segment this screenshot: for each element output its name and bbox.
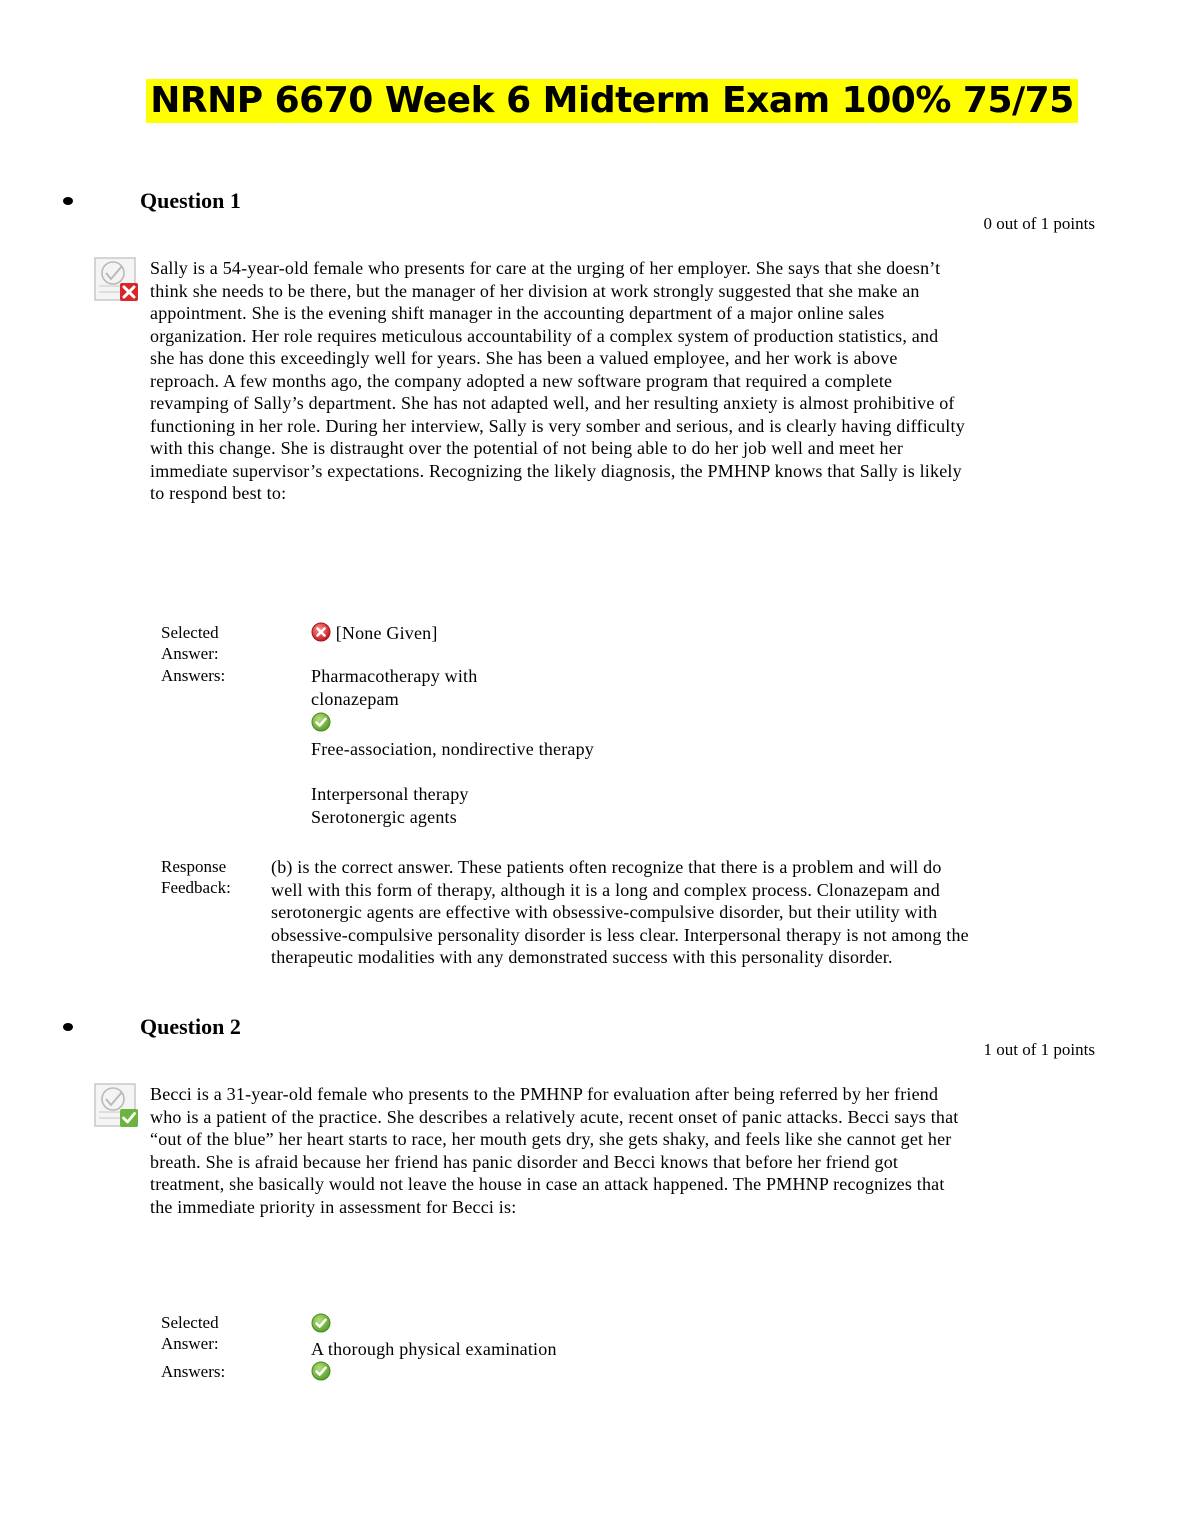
q1-answer-option-d: Serotonergic agents (311, 807, 457, 827)
q1-response-feedback-label: Response Feedback: (161, 857, 231, 897)
q1-selected-answer-label: Selected Answer: (161, 623, 219, 663)
question-2-label: Question 2 (140, 1014, 241, 1039)
title-wrap (0, 79, 1190, 123)
q2-selected-answer-label: Selected Answer: (161, 1313, 219, 1353)
question-1-points: 0 out of 1 points (983, 214, 1095, 233)
question-2-bullet (63, 1023, 73, 1031)
correct-check-icon (311, 712, 331, 732)
page-title: NRNP 6670 Week 6 Midterm Exam 100% 75/75 (146, 79, 1078, 123)
question-1-bullet (63, 197, 73, 205)
q1-answer-option-a: Pharmacotherapy with clonazepam (311, 666, 478, 709)
correct-check-icon (311, 1361, 331, 1381)
correct-check-icon (311, 1313, 331, 1333)
q1-selected-answer (311, 622, 438, 645)
question-1-label: Question 1 (140, 188, 241, 213)
q1-response-feedback: (b) is the correct answer. These patients often recognize that there is a problem and will do well with this form of therapy, although it is a long and complex process. Clonazepam and serotonergic agents are effective with obsessive-compulsive disorder, but their utility with obsessive-compulsive personality disorder is less clear. Interpersonal therapy is not among the therapeutic modalities with any demonstrated success with this personality disorder. (271, 857, 969, 967)
q1-selected-answer-text: [None Given] (335, 623, 438, 643)
question-1-text: Sally is a 54-year-old female who presents for care at the urging of her employer. She says that she doesn’t think she needs to be there, but the manager of her division at work strongly suggested that she make an appointment. She is the evening shift manager in the accounting department of a major online sales organization. Her role requires meticulous accountability of a complex system of production statistics, and she has done this exceedingly well for years. She has been a valued employee, and her work is above reproach. A few months ago, the company adopted a new software program that required a complete revamping of Sally’s department. She has not adapted well, and her resulting anxiety is almost prohibitive of functioning in her role. During her interview, Sally is very somber and serious, and is clearly having difficulty with this change. She is distraught over the potential of not being able to do her job well and meet her immediate supervisor’s expectations. Recognizing the likely diagnosis, the PMHNP knows that Sally is likely to respond best to: (150, 258, 965, 503)
question-2-text: Becci is a 31-year-old female who presents to the PMHNP for evaluation after being referred by her friend who is a patient of the practice. She describes a relatively acute, recent onset of panic attacks. Becci says that “out of the blue” her heart starts to race, her mouth gets dry, she gets shaky, and feels like she cannot get her breath. She is afraid because her friend has panic disorder and Becci knows that before her friend got treatment, she basically would not leave the house in case an attack happened. The PMHNP recognizes that the immediate priority in assessment for Becci is: (150, 1084, 959, 1217)
q2-selected-answer: A thorough physical examination (311, 1339, 557, 1359)
correct-status-icon (93, 1082, 141, 1130)
incorrect-status-icon (93, 256, 141, 304)
q1-answer-option-b: Free-association, nondirective therapy (311, 739, 594, 759)
q1-answers-label: Answers: (161, 666, 226, 685)
incorrect-x-icon (311, 622, 331, 642)
q2-answers-label: Answers: (161, 1362, 226, 1381)
q1-answer-option-c: Interpersonal therapy (311, 784, 469, 804)
question-2-points: 1 out of 1 points (983, 1040, 1095, 1059)
